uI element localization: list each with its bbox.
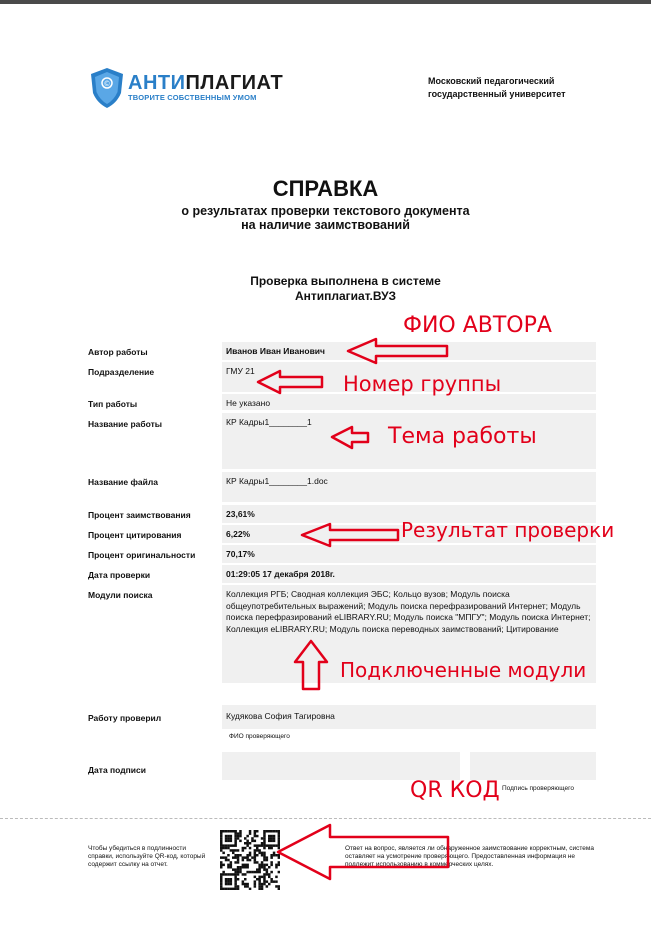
dept-label: Подразделение — [88, 367, 155, 377]
checker-value: Кудякова София Тагировна — [222, 705, 596, 729]
type-value: Не указано — [222, 394, 596, 410]
check-system-2: Антиплагиат.ВУЗ — [294, 289, 397, 303]
orig-label: Процент оригинальности — [88, 550, 196, 560]
modules-value: Коллекция РГБ; Сводная коллекция ЭБС; Кольцо вузов; Модуль поиска общеупотребительных выражений; Модуль поиска перефразирований Интернет; Модуль поиска перефразирований eLIBRARY.RU; Модуль поиска "МПГУ"; Модуль поиска Интернет; Коллекция eLIBRARY.RU; Модуль поиска переводных заимствований; Цитирование — [222, 585, 596, 683]
arrow-modules — [295, 641, 327, 689]
date-label: Дата проверки — [88, 570, 151, 580]
footer-left-text: Чтобы убедиться в подлинности справки, используйте QR-код, который содержит ссылку на отчет. — [88, 845, 206, 868]
arrow-qr — [278, 825, 448, 879]
annotation-author: ФИО АВТОРА — [403, 313, 552, 338]
checker-label: Работу проверил — [88, 713, 162, 723]
arrow-topic — [332, 427, 368, 448]
work-label: Название работы — [88, 419, 163, 429]
logo-title: АНТИПЛАГИАТ — [128, 72, 284, 94]
check-system-1: Проверка выполнена в системе — [250, 274, 441, 288]
borrow-value: 23,61% — [222, 505, 596, 523]
modules-label: Модули поиска — [88, 590, 153, 600]
doc-subtitle-1: о результатах проверки текстового документа — [181, 204, 470, 218]
arrow-result — [302, 524, 398, 546]
arrow-author — [348, 339, 447, 363]
sign-caption: Подпись проверяющего — [502, 785, 574, 792]
checker-caption: ФИО проверяющего — [229, 733, 290, 740]
cite-label: Процент цитирования — [88, 530, 182, 540]
logo-slogan: ТВОРИТЕ СОБСТВЕННЫМ УМОМ — [128, 93, 257, 102]
type-label: Тип работы — [88, 399, 138, 409]
author-value: Иванов Иван Иванович — [222, 342, 596, 360]
dept-value: ГМУ 21 — [222, 362, 596, 392]
cite-value: 6,22% — [222, 525, 596, 543]
footer-right-text: Ответ на вопрос, является ли обнаруженное заимствование корректным, система оставляет на усмотрение проверяющего. Предоставленная информация не подлежит использованию в коммерческих целях. — [345, 845, 594, 868]
annotation-qr: QR КОД — [410, 778, 500, 803]
org-name: Московский педагогический государственный университет — [428, 76, 566, 99]
doc-subtitle-2: на наличие заимствований — [241, 218, 410, 232]
sign-label: Дата подписи — [88, 765, 146, 775]
file-label: Название файла — [88, 477, 159, 487]
work-value: КР Кадры1________1 — [222, 413, 596, 469]
annotation-modules: Подключенные модули — [340, 658, 587, 682]
svg-text:©: © — [103, 80, 111, 88]
borrow-label: Процент заимствования — [88, 510, 191, 520]
orig-value: 70,17% — [222, 545, 596, 563]
arrow-group — [258, 371, 322, 393]
doc-title: СПРАВКА — [272, 176, 379, 201]
annotation-topic: Тема работы — [388, 424, 537, 449]
date-value: 01:29:05 17 декабря 2018г. — [222, 565, 596, 583]
annotation-group: Номер группы — [343, 372, 502, 396]
annotation-result: Результат проверки — [401, 518, 615, 542]
file-value: КР Кадры1________1.doc — [222, 472, 596, 502]
author-label: Автор работы — [88, 347, 148, 357]
